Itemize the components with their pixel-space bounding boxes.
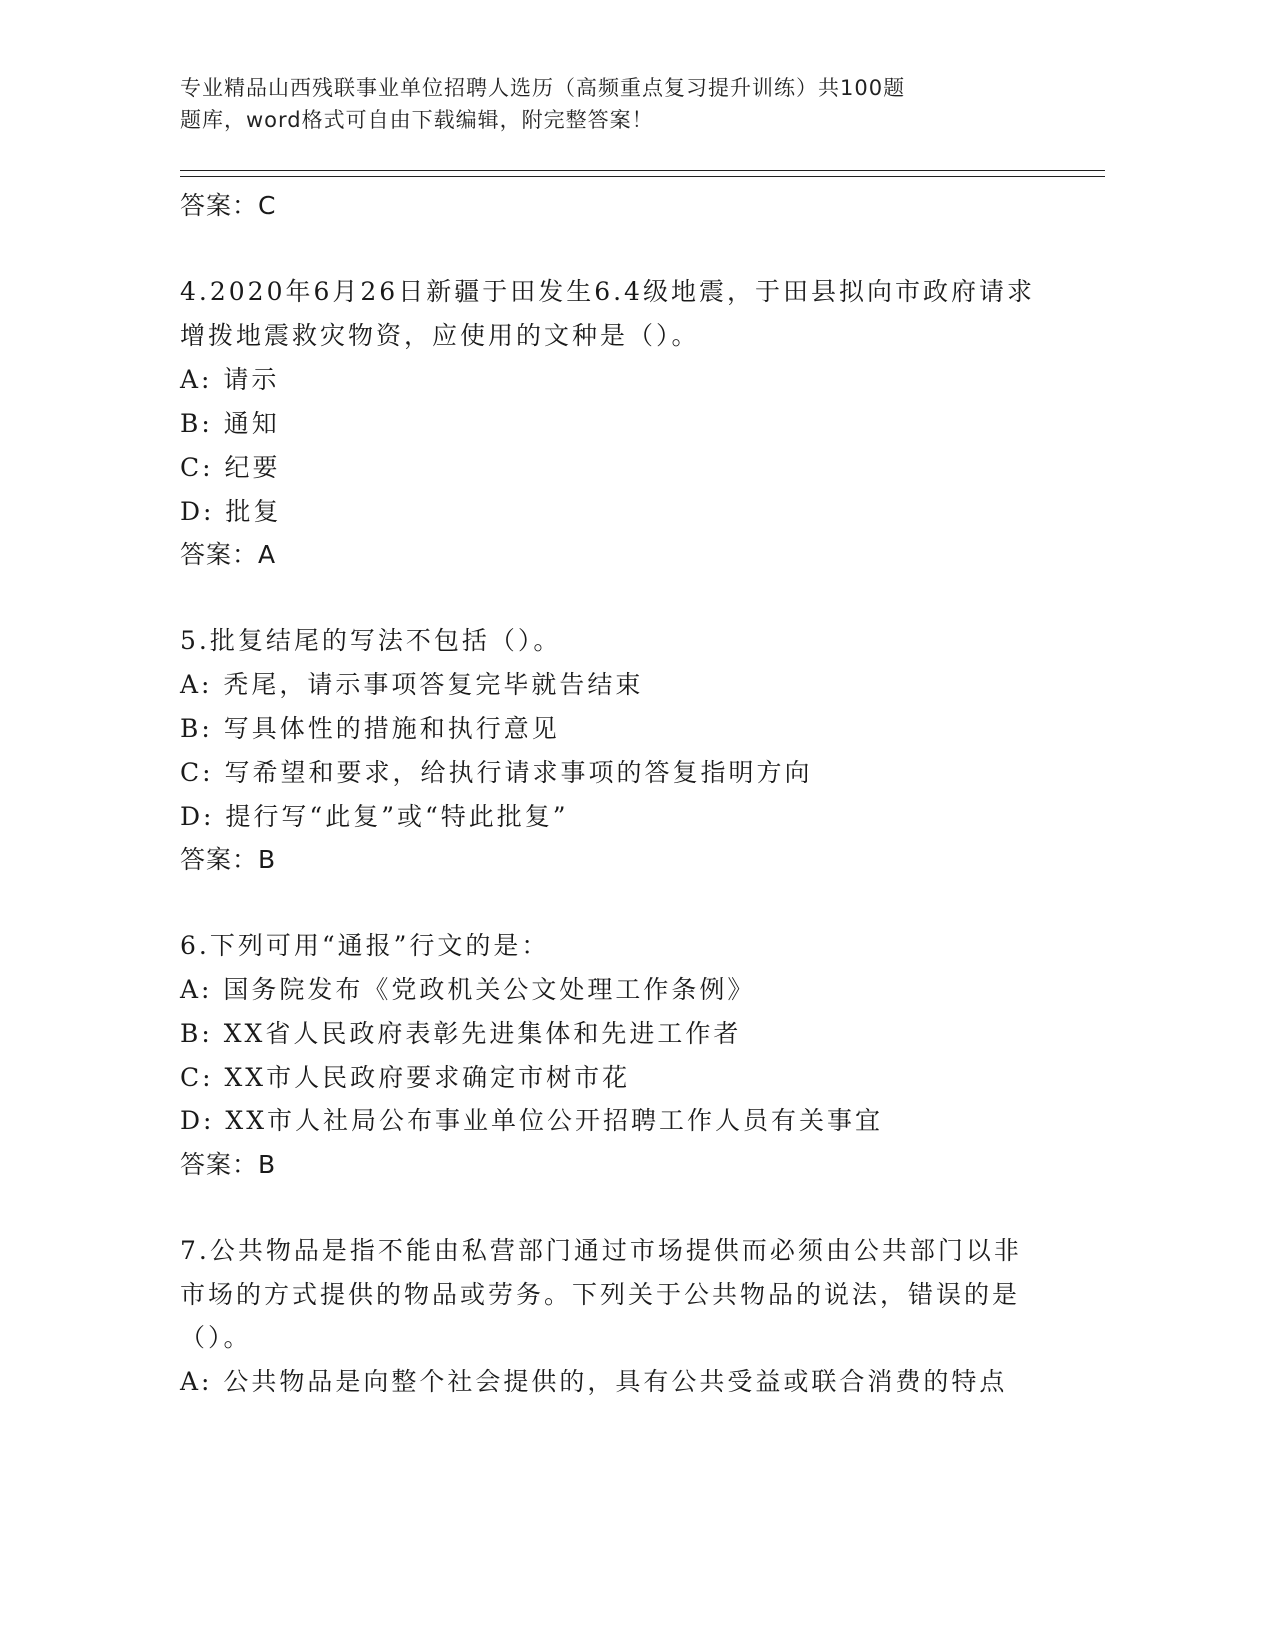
question-6-option-b: B: XX省人民政府表彰先进集体和先进工作者 <box>180 1019 742 1048</box>
question-4-option-d: D: 批复 <box>180 497 282 526</box>
question-5-stem-line-1: 5.批复结尾的写法不包括（）。 <box>180 626 562 655</box>
question-7-stem-line-1: 7.公共物品是指不能由私营部门通过市场提供而必须由公共部门以非 <box>180 1236 1022 1265</box>
question-6-option-c: C: XX市人民政府要求确定市树市花 <box>180 1063 631 1092</box>
question-7-option-a: A: 公共物品是向整个社会提供的，具有公共受益或联合消费的特点 <box>180 1367 1008 1396</box>
question-7-stem-line-3: （）。 <box>180 1323 252 1352</box>
question-6-answer: 答案：B <box>180 1150 277 1179</box>
header-line-2: 题库，word格式可自由下载编辑，附完整答案！ <box>180 108 654 132</box>
question-6-option-a: A: 国务院发布《党政机关公文处理工作条例》 <box>180 975 756 1004</box>
previous-answer: 答案：C <box>180 191 277 220</box>
header-divider-top <box>180 170 1105 171</box>
question-6-option-d: D: XX市人社局公布事业单位公开招聘工作人员有关事宜 <box>180 1106 884 1135</box>
question-4-stem-line-1: 4.2020年6月26日新疆于田发生6.4级地震，于田县拟向市政府请求 <box>180 277 1035 306</box>
question-7-stem-line-2: 市场的方式提供的物品或劳务。下列关于公共物品的说法，错误的是 <box>180 1280 1021 1309</box>
question-4-option-c: C: 纪要 <box>180 453 281 482</box>
question-5-answer: 答案：B <box>180 845 277 874</box>
question-4-stem-line-2: 增拨地震救灾物资，应使用的文种是（）。 <box>180 321 700 350</box>
question-5-option-d: D: 提行写“此复”或“特此批复” <box>180 802 569 831</box>
question-5-option-a: A: 秃尾，请示事项答复完毕就告结束 <box>180 670 644 699</box>
header-divider-bottom <box>180 176 1105 177</box>
question-4-option-a: A: 请示 <box>180 365 280 394</box>
question-6-stem-line-1: 6.下列可用“通报”行文的是： <box>180 931 550 960</box>
header-line-1: 专业精品山西残联事业单位招聘人选历（高频重点复习提升训练）共100题 <box>180 76 906 100</box>
question-4-option-b: B: 通知 <box>180 409 280 438</box>
question-5-option-b: B: 写具体性的措施和执行意见 <box>180 714 560 743</box>
question-5-option-c: C: 写希望和要求，给执行请求事项的答复指明方向 <box>180 758 813 787</box>
question-4-answer: 答案：A <box>180 540 277 569</box>
document-header <box>180 72 1000 136</box>
